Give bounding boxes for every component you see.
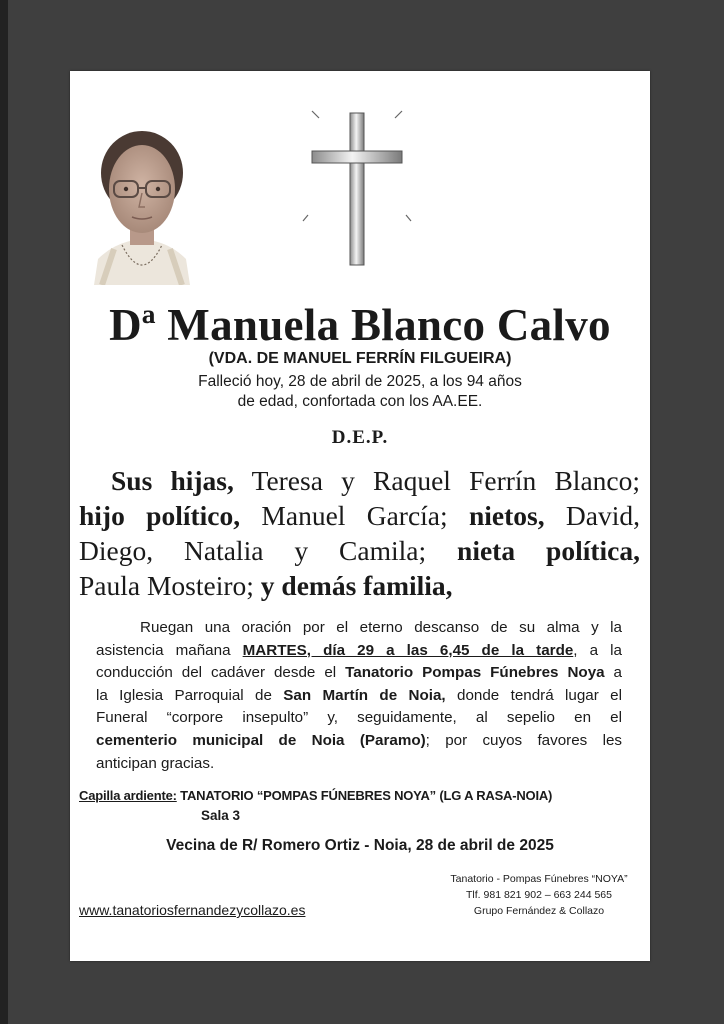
cemetery-name: cementerio municipal de Noia (Paramo) [96,731,426,749]
capilla-value: TANATORIO “POMPAS FÚNEBRES NOYA” (LG A RASA-NOIA) [176,788,553,803]
funeral-home-info [430,871,648,919]
website-link[interactable]: www.tanatoriosfernandezycollazo.es [79,902,306,918]
prayer-line [96,730,622,753]
church-name: San Martín de Noia, [283,686,446,704]
obituary-sheet [70,71,650,961]
tanatorio-name: Tanatorio Pompas Fúnebres Noya [345,664,605,682]
capilla-ardiente [79,788,552,803]
residence-line: Vecina de R/ Romero Ortiz - Noia, 28 de abril de 2025 [166,837,554,854]
prayer-line: Funeral “corpore insepulto” y, seguidamente, al sepelio en el [96,709,622,727]
dep-mark: D.E.P. [331,427,389,448]
sala-number: Sala 3 [201,808,241,823]
prayer-text: conducción del cadáver desde el [96,664,346,682]
portrait-photo-graphic [92,109,192,285]
family-role: Sus hijas, [111,465,234,496]
prayer-text: la Iglesia Parroquial de [96,686,284,704]
prayer-line: Ruegan una oración por el eterno descanso de su alma y la [140,619,622,636]
family-role: y demás familia, [260,570,453,601]
family-line [79,463,640,498]
funeral-home-group: Grupo Fernández & Collazo [473,905,605,917]
prayer-line: anticipan gracias. [96,754,215,772]
portrait-photo [92,109,192,285]
capilla-label: Capilla ardiente: [79,788,177,803]
prayer-text: a [604,664,622,682]
prayer-line [96,640,622,663]
prayer-text: ; por cuyos favores les [425,731,622,749]
family-names: David, [544,500,640,531]
service-date: MARTES, día 29 a las 6,45 de la tarde [242,641,574,659]
prayer-line [96,662,622,685]
prayer-text: asistencia mañana [96,641,243,659]
family-names: Teresa y Raquel Ferrín Blanco; [233,465,640,496]
death-notice [70,372,650,412]
frame-edge [0,0,8,1024]
family-line [79,498,640,533]
prayer-text: , a la [573,641,622,659]
death-notice-line: Falleció hoy, 28 de abril de 2025, a los 94 años [198,373,522,390]
funeral-home-name: Tanatorio - Pompas Fúnebres “NOYA” [450,873,628,885]
cross-icon [298,105,418,275]
family-role: nietos, [468,500,545,531]
family-line [79,568,640,603]
family-role: hijo político, [79,500,241,531]
family-names: Diego, Natalia y Camila; [79,535,458,566]
prayer-paragraph [96,617,622,775]
widow-of: (VDA. DE MANUEL FERRÍN FILGUEIRA) [208,350,512,367]
family-role: nieta política, [457,535,640,566]
family-names: Manuel García; [240,500,469,531]
deceased-name: Dª Manuela Blanco Calvo [109,300,611,350]
family-paragraph [79,463,640,603]
family-line [79,533,640,568]
family-names: Paula Mosteiro; [79,570,261,601]
prayer-line [96,685,622,708]
death-notice-line: de edad, confortada con los AA.EE. [237,393,483,410]
funeral-home-phone: Tlf. 981 821 902 – 663 244 565 [466,889,612,901]
prayer-text: donde tendrá lugar el [445,686,622,704]
